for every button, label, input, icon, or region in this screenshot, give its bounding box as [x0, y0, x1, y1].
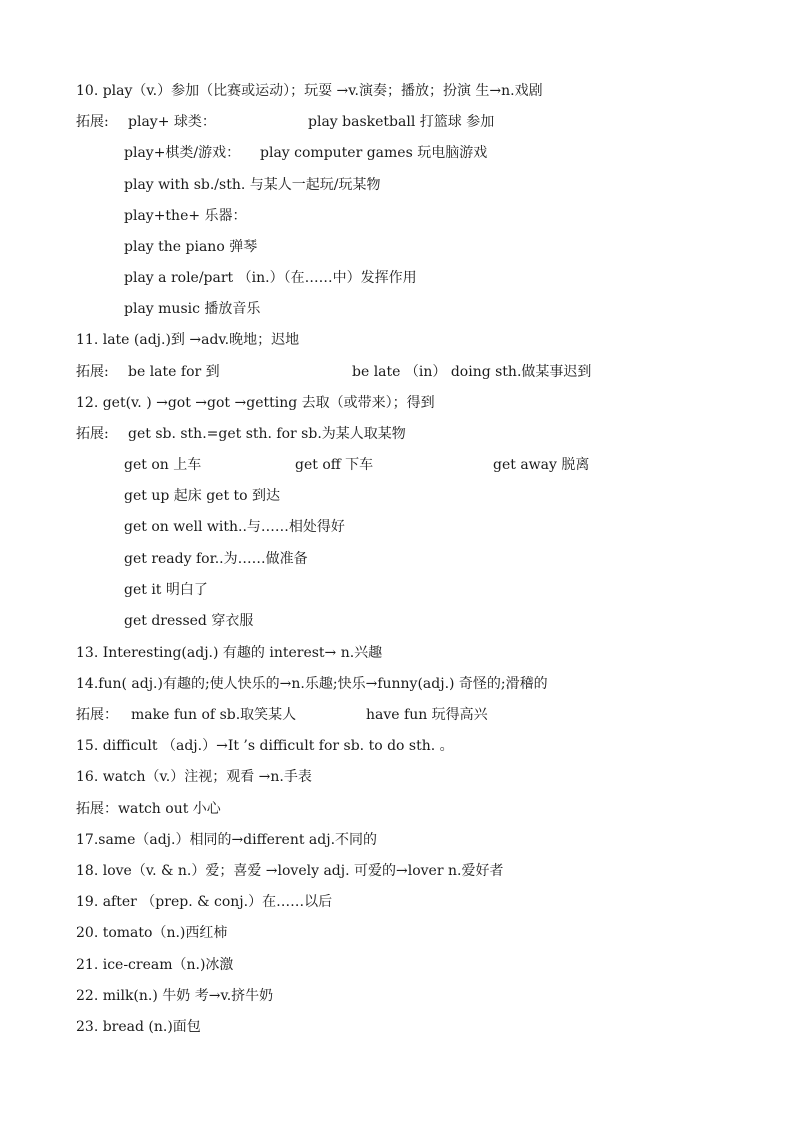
entry-text: get dressed 穿衣服 [124, 613, 254, 629]
extension-text: play+ 球类： [128, 114, 216, 130]
play-the-piano [124, 232, 257, 263]
entry-14-fun [76, 669, 548, 700]
entry-text: get up 起床 get to 到达 [124, 488, 281, 504]
entry-22-milk [76, 981, 273, 1012]
extension-example: be late （in） doing sth.做某事迟到 [352, 364, 592, 380]
entry-text: play music 播放音乐 [124, 301, 261, 317]
entry-text: 19. after （prep. & conj.）在……以后 [76, 894, 333, 910]
extension-label: 拓展： [76, 707, 118, 723]
entry-example: play computer games 玩电脑游戏 [260, 145, 488, 161]
extension-text: get sb. sth.=get sth. for sb.为某人取某物 [128, 426, 406, 442]
entry-21-ice-cream [76, 950, 233, 981]
play-music [124, 294, 260, 325]
entry-text: get it 明白了 [124, 582, 208, 598]
extension-example: have fun 玩得高兴 [366, 707, 488, 723]
entry-15-difficult [76, 731, 454, 762]
entry-13-interesting [76, 638, 382, 669]
entry-text: 拓展：watch out 小心 [76, 801, 221, 817]
entry-text: play+棋类/游戏： [124, 145, 241, 161]
phrase-get-off: get off 下车 [295, 457, 374, 473]
entry-12-get [76, 388, 435, 419]
entry-text: 12. get(v. ) →got →got →getting 去取（或带来）；得到 [76, 395, 435, 411]
entry-text: 18. love（v. & n.）爱；喜爱 →lovely adj. 可爱的→lover n.爱好者 [76, 863, 504, 879]
entry-17-same [76, 825, 377, 856]
entry-text: get on well with..与……相处得好 [124, 519, 345, 535]
entry-text: 17.same（adj.）相同的→different adj.不同的 [76, 832, 378, 848]
extension-label: 拓展: [76, 426, 109, 442]
entry-19-after [76, 887, 332, 918]
entry-text: 14.fun( adj.)有趣的;使人快乐的→n.乐趣;快乐→funny(adj.) 奇怪的;滑稽的 [76, 676, 548, 692]
play-the-instrument [124, 201, 247, 232]
entry-text: 16. watch（v.）注视；观看 →n.手表 [76, 769, 312, 785]
play-with [124, 170, 380, 201]
entry-text: 21. ice-cream（n.)冰激 [76, 957, 234, 973]
entry-text: 15. difficult （adj.）→It ’s difficult for sb. to do sth. 。 [76, 738, 454, 754]
entry-text: play the piano 弹琴 [124, 239, 258, 255]
entry-11-late [76, 325, 299, 356]
extension-label: 拓展: [76, 114, 109, 130]
get-dressed [124, 606, 253, 637]
extension-text: be late for 到 [128, 364, 220, 380]
entry-20-tomato [76, 918, 227, 949]
entry-text: get ready for..为……做准备 [124, 551, 308, 567]
get-up-get-to [124, 481, 280, 512]
phrase-get-on: get on 上车 [124, 457, 202, 473]
phrase-get-away: get away 脱离 [493, 457, 590, 473]
get-on-well-with [124, 512, 345, 543]
entry-23-bread [76, 1012, 201, 1043]
entry-18-love [76, 856, 503, 887]
get-it [124, 575, 208, 606]
extension-label: 拓展: [76, 364, 109, 380]
entry-16-watch [76, 762, 312, 793]
entry-text: play with sb./sth. 与某人一起玩/玩某物 [124, 177, 381, 193]
entry-text: 13. Interesting(adj.) 有趣的 interest→ n.兴趣 [76, 645, 383, 661]
entry-text: 11. late (adj.)到 →adv.晚地；迟地 [76, 332, 300, 348]
entry-text: 23. bread (n.)面包 [76, 1019, 201, 1035]
get-ready-for [124, 544, 308, 575]
entry-text: 22. milk(n.) 牛奶 考→v.挤牛奶 [76, 988, 274, 1004]
entry-10-play [76, 76, 543, 107]
entry-text: 10. play（v.）参加（比赛或运动）；玩耍 →v.演奏；播放；扮演 生→n.戏剧 [76, 83, 543, 99]
extension-watch [76, 794, 221, 825]
extension-example: play basketball 打篮球 参加 [308, 114, 495, 130]
extension-text: make fun of sb.取笑某人 [131, 707, 297, 723]
entry-text: 20. tomato（n.)西红柿 [76, 925, 228, 941]
play-a-role [124, 263, 417, 294]
entry-text: play+the+ 乐器： [124, 208, 247, 224]
entry-text: play a role/part （in.）（在……中）发挥作用 [124, 270, 417, 286]
